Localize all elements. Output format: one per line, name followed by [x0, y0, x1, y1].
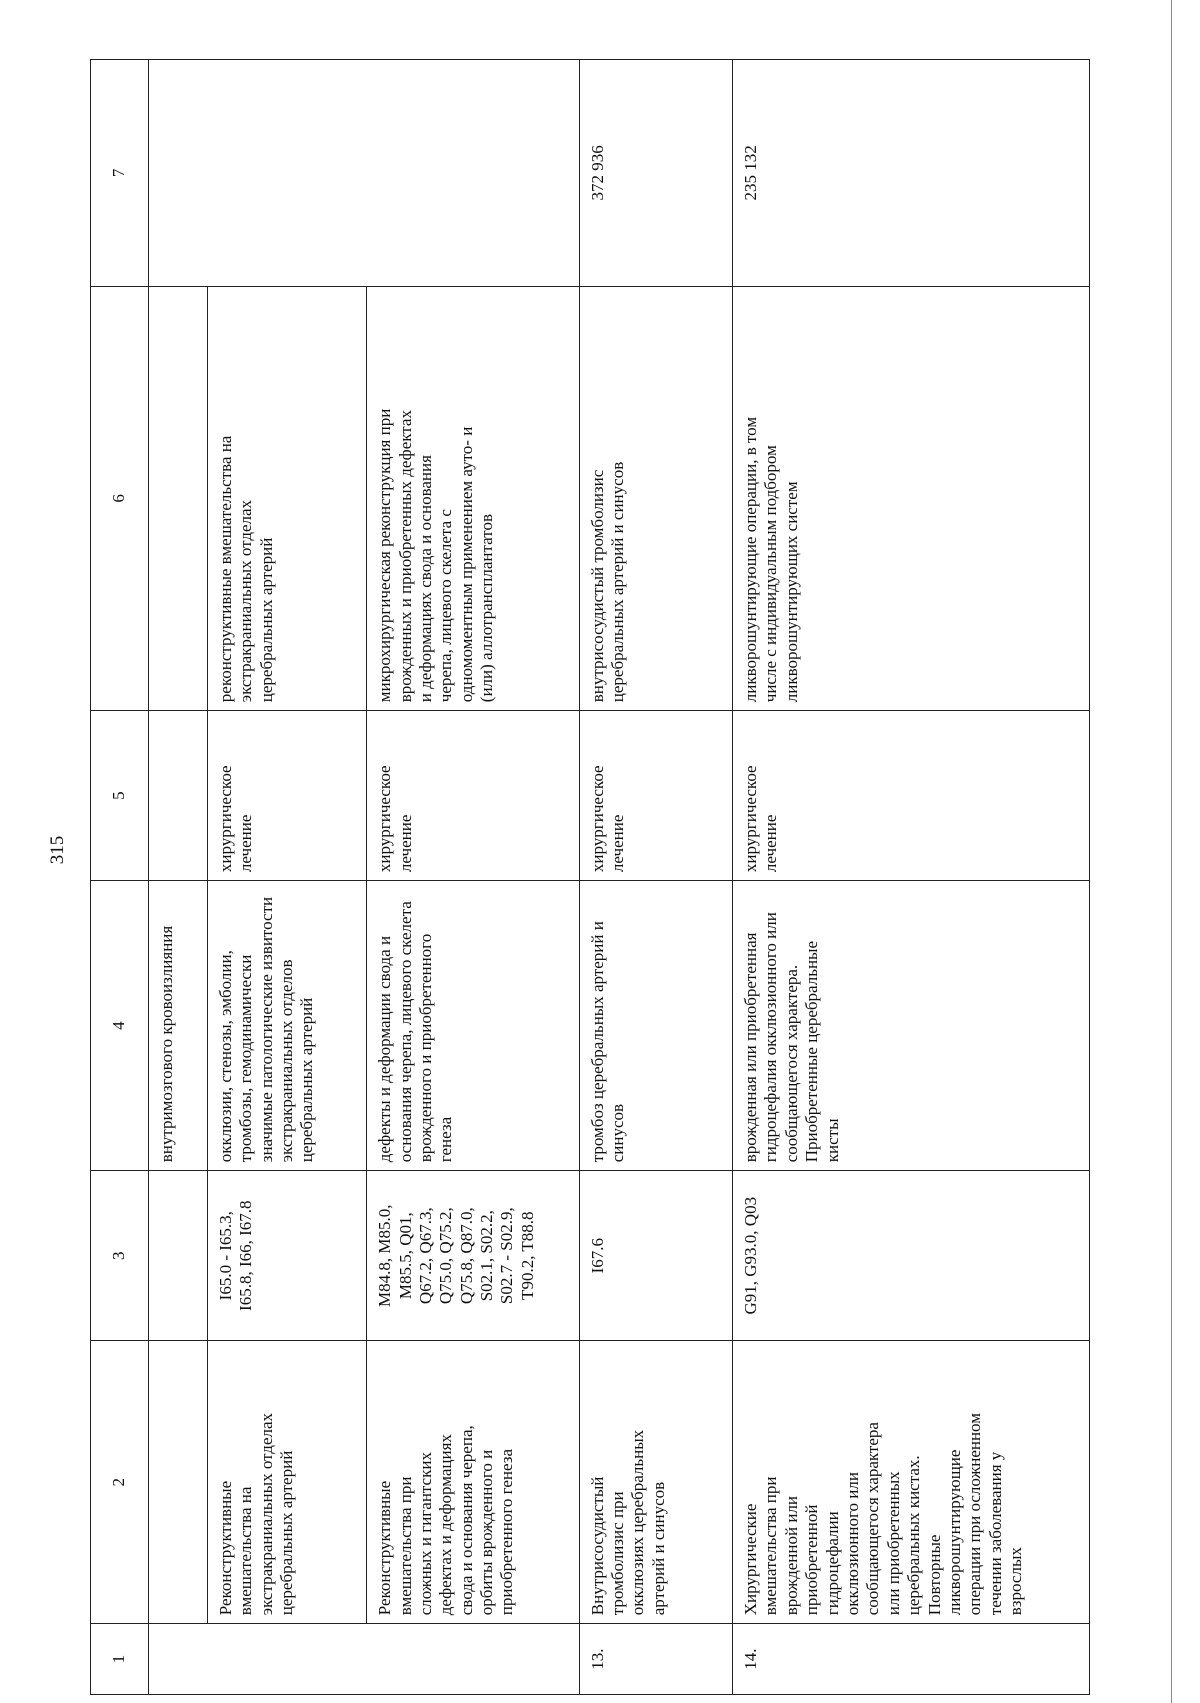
- table-row: [207, 60, 366, 1695]
- cell-codes: G91, G93.0, Q03: [733, 1171, 1090, 1341]
- cell-diagnosis: врожденная или приобретенная гидроцефалия окклюзионного или сообщающегося характера. Приобретенные церебральные кисты: [733, 881, 1090, 1171]
- cell-codes: I67.6: [579, 1171, 732, 1341]
- continuation-empty-cell: [148, 1171, 207, 1341]
- header-cell-1: 1: [91, 1624, 149, 1695]
- cell-method: микрохирургическая реконструкция при врожденных и приобретенных дефектах и деформациях свода и основания черепа, лицевого скелета с одномоментным применением ауто- и (или) аллотрансплантатов: [367, 286, 580, 711]
- continuation-text: внутримозгового кровоизлияния: [148, 881, 207, 1171]
- continuation-empty-cell: [148, 1624, 579, 1695]
- cell-treatment: хирургическое лечение: [579, 711, 732, 881]
- cell-num: 13.: [579, 1624, 732, 1695]
- cell-method: реконструктивные вмешательства на экстракраниальных отделах церебральных артерий: [207, 286, 366, 711]
- cell-cost: 235 132: [733, 60, 1090, 286]
- cell-name: Реконструктивные вмешательства при сложных и гигантских дефектах и деформациях свода и основания черепа, орбиты врожденного и приобретенного генеза: [367, 1341, 580, 1624]
- cell-method: ликворошунтирующие операции, в том числе с индивидуальным подбором ликворошунтирующих систем: [733, 286, 1090, 711]
- cell-cost: 372 936: [579, 60, 732, 286]
- cell-name: Реконструктивные вмешательства на экстракраниальных отделах церебральных артерий: [207, 1341, 366, 1624]
- header-cell-7: 7: [91, 60, 149, 286]
- continuation-empty-cell: [148, 286, 207, 711]
- cell-codes: I65.0 - I65.3, I65.8, I66, I67.8: [207, 1171, 366, 1341]
- continuation-row: [148, 60, 207, 1695]
- cell-method: внутрисосудистый тромболизис церебральных артерий и синусов: [579, 286, 732, 711]
- header-cell-2: 2: [91, 1341, 149, 1624]
- table-row: [579, 60, 732, 1695]
- scan-edge-line: [1171, 0, 1173, 1703]
- continuation-empty-cell: [148, 711, 207, 881]
- services-table: [90, 59, 1090, 1695]
- cell-treatment: хирургическое лечение: [367, 711, 580, 881]
- cell-num: 14.: [733, 1624, 1090, 1695]
- cell-treatment: хирургическое лечение: [733, 711, 1090, 881]
- cell-name: Внутрисосудистый тромболизис при окклюзиях церебральных артерий и синусов: [579, 1341, 732, 1624]
- cell-name: Хирургические вмешательства при врожденной или приобретенной гидроцефалии окклюзионного или сообщающегося характера или приобретенных церебральных кистах. Повторные ликворошунтирующие операции при осложненном течении заболевания у взрослых: [733, 1341, 1090, 1624]
- cell-treatment: хирургическое лечение: [207, 711, 366, 881]
- header-cell-5: 5: [91, 711, 149, 881]
- cell-diagnosis: окклюзии, стенозы, эмболии, тромбозы, гемодинамически значимые патологические извитости экстракраниальных отделов церебральных артерий: [207, 881, 366, 1171]
- table-row: [367, 60, 580, 1695]
- header-row: [91, 60, 149, 1695]
- page-number: 315: [47, 835, 68, 865]
- header-cell-3: 3: [91, 1171, 149, 1341]
- table-body: [91, 60, 1090, 1695]
- cell-diagnosis: дефекты и деформации свода и основания черепа, лицевого скелета врожденного и приобретенного генеза: [367, 881, 580, 1171]
- rotated-table-container: [90, 60, 1090, 1695]
- header-cell-6: 6: [91, 286, 149, 711]
- header-cell-4: 4: [91, 881, 149, 1171]
- continuation-empty-cell: [148, 1341, 207, 1624]
- cell-codes: M84.8, M85.0, M85.5, Q01, Q67.2, Q67.3, Q75.0, Q75.2, Q75.8, Q87.0, S02.1, S02.2, S02.7 - S02.9, T90.2, T88.8: [367, 1171, 580, 1341]
- cell-diagnosis: тромбоз церебральных артерий и синусов: [579, 881, 732, 1171]
- table-row: [733, 60, 1090, 1695]
- continuation-empty-cell: [148, 60, 579, 286]
